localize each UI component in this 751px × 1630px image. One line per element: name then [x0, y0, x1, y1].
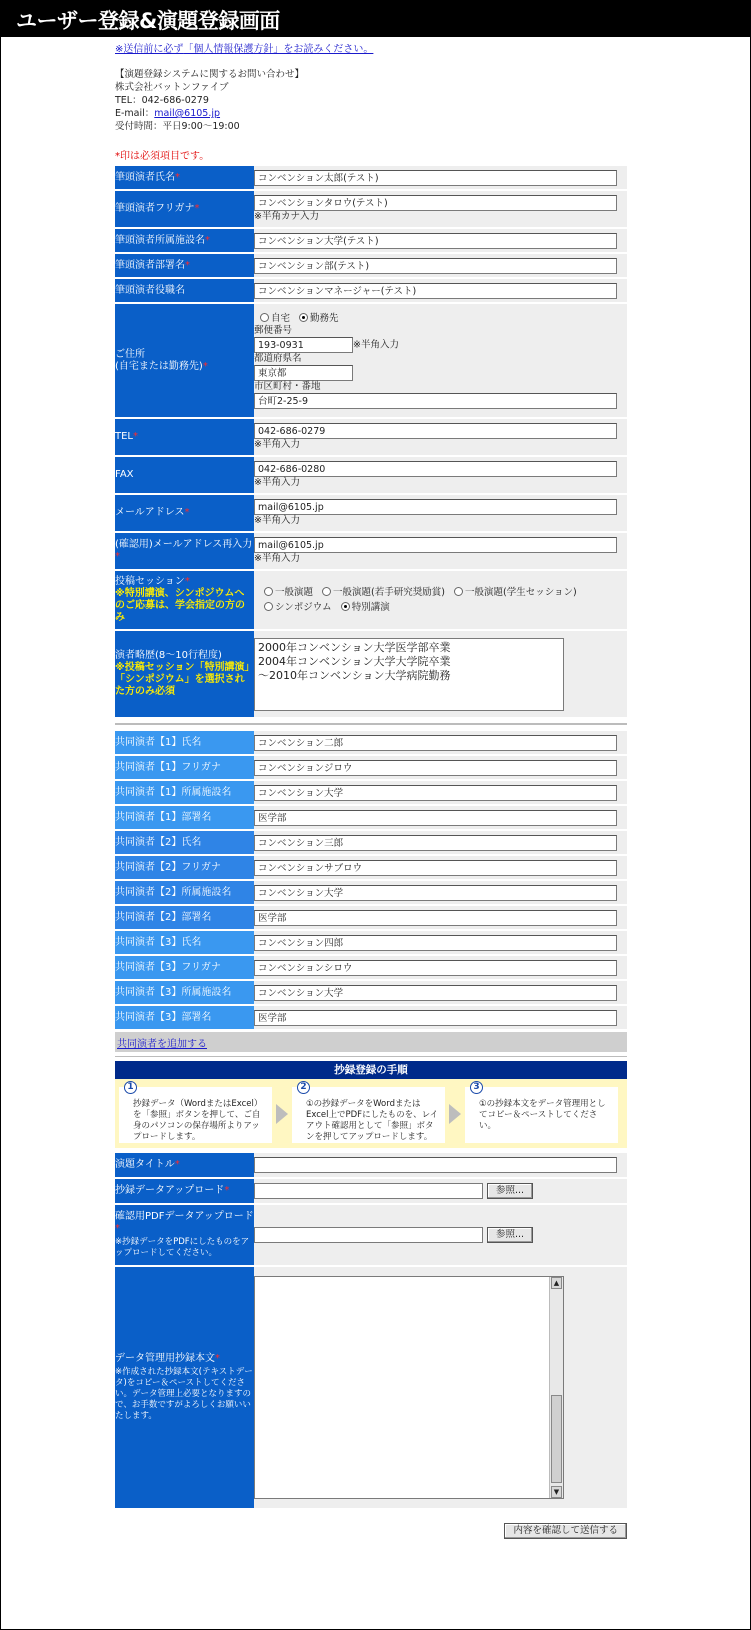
procedure-step-3: 3 ①の抄録本文をデータ管理用としてコピー＆ペーストしてください。	[465, 1087, 618, 1143]
author-form-table	[115, 164, 627, 719]
label-name: 筆頭演者氏名*	[115, 166, 254, 189]
abstract-body-textarea[interactable]	[254, 1276, 564, 1499]
co2-name-label: 共同演者【2】氏名	[115, 831, 254, 854]
row-abstract-upload	[115, 1179, 627, 1203]
label-address: ご住所 (自宅または勤務先)*	[115, 304, 254, 417]
row-bio	[115, 631, 627, 717]
zip-label: 郵便番号	[254, 324, 293, 336]
co1-aff-input[interactable]: コンベンション大学	[254, 785, 617, 801]
label-email-confirm: (確認用)メールアドレス再入力*	[115, 533, 254, 569]
co1-kana-input[interactable]: コンベンションジロウ	[254, 760, 617, 776]
label-abstract-title: 演題タイトル*	[115, 1153, 254, 1177]
co1-name-input[interactable]: コンベンション二郎	[254, 735, 617, 751]
radio-work[interactable]	[299, 313, 308, 322]
privacy-notice	[115, 40, 627, 55]
radio-session-symposium[interactable]	[264, 602, 273, 611]
zip-note: ※半角入力	[353, 339, 399, 350]
label-position: 筆頭演者役職名	[115, 279, 254, 302]
add-coauthor-link[interactable]: 共同演者を追加する	[117, 1039, 207, 1050]
section-divider	[115, 723, 627, 725]
arrow-right-icon	[445, 1084, 465, 1143]
email-confirm-input[interactable]: mail@6105.jp	[254, 537, 617, 553]
row-tel	[115, 419, 627, 455]
name-input[interactable]: コンベンション太郎(テスト)	[254, 170, 617, 186]
label-fax: FAX	[115, 457, 254, 493]
submit-button[interactable]: 内容を確認して送信する	[504, 1523, 627, 1539]
row-position	[115, 279, 627, 302]
co1-dept-row	[115, 806, 627, 829]
row-pdf-upload	[115, 1205, 627, 1265]
co3-aff-input[interactable]: コンベンション大学	[254, 985, 617, 1001]
radio-session-young[interactable]	[322, 587, 331, 596]
co2-aff-input[interactable]: コンベンション大学	[254, 885, 617, 901]
contact-email-row	[115, 107, 627, 120]
co3-aff-label: 共同演者【3】所属施設名	[115, 981, 254, 1004]
city-label: 市区町村・番地	[254, 380, 321, 392]
step-number-2: 2	[297, 1081, 310, 1094]
co2-aff-row	[115, 881, 627, 904]
co2-dept-input[interactable]: 医学部	[254, 910, 617, 926]
cell-kana	[254, 191, 627, 227]
co1-dept-input[interactable]: 医学部	[254, 810, 617, 826]
contact-email-link[interactable]: mail@6105.jp	[154, 108, 221, 119]
email-input[interactable]: mail@6105.jp	[254, 499, 617, 515]
cell-tel	[254, 419, 627, 455]
fax-note: ※半角入力	[254, 477, 300, 488]
scroll-thumb[interactable]	[551, 1395, 562, 1483]
co3-name-row	[115, 931, 627, 954]
kana-input[interactable]: コンベンションタロウ(テスト)	[254, 195, 617, 211]
procedure-title: 抄録登録の手順	[115, 1061, 627, 1079]
co1-kana-label: 共同演者【1】フリガナ	[115, 756, 254, 779]
procedure-divider	[115, 1056, 627, 1057]
cell-affiliation	[254, 229, 627, 252]
label-abstract-body: データ管理用抄録本文* ※作成された抄録本文(テキストデータ)をコピー＆ペーストしてください。データ管理上必要となりますので、お手数ですがよろしくお願いいたします。	[115, 1267, 254, 1508]
contact-info	[115, 68, 627, 133]
contact-hours: 受付時間：平日9:00～19:00	[115, 121, 240, 132]
bio-textarea[interactable]: 2000年コンベンション大学医学部卒業 2004年コンベンション大学大学院卒業 ～2010年コンベンション大学病院勤務	[254, 638, 564, 711]
co3-dept-label: 共同演者【3】部署名	[115, 1006, 254, 1029]
row-fax	[115, 457, 627, 493]
label-session: 投稿セッション* ※特別講演、シンポジウムへのご応募は、学会指定の方のみ	[115, 571, 254, 629]
kana-note: ※半角カナ入力	[254, 211, 319, 222]
add-coauthor-bar	[115, 1032, 627, 1052]
row-address	[115, 304, 627, 417]
coauthor-table	[115, 729, 627, 1031]
row-email-confirm	[115, 533, 627, 569]
city-input[interactable]: 台町2-25-9	[254, 393, 617, 409]
pdf-browse-button[interactable]: 参照...	[487, 1227, 533, 1243]
row-kana	[115, 191, 627, 227]
contact-company: 株式会社バットンファイブ	[115, 82, 229, 93]
radio-home[interactable]	[260, 313, 269, 322]
scroll-up-icon[interactable]: ▲	[551, 1277, 562, 1289]
co2-name-input[interactable]: コンベンション三郎	[254, 835, 617, 851]
label-pdf-upload: 確認用PDFデータアップロード* ※抄録データをPDFにしたものをアップロードしてください。	[115, 1205, 254, 1265]
abstract-body-scrollbar[interactable]	[549, 1277, 563, 1498]
label-tel: TEL*	[115, 419, 254, 455]
co1-kana-row	[115, 756, 627, 779]
abstract-title-input[interactable]	[254, 1157, 617, 1173]
procedure-step-1: 1 抄録データ（WordまたはExcel）を「参照」ボタンを押して、ご自身のパソコンの保存場所よりアップロードします。	[119, 1087, 272, 1143]
cell-address	[254, 304, 627, 417]
scroll-down-icon[interactable]: ▼	[551, 1486, 562, 1498]
co1-aff-label: 共同演者【1】所属施設名	[115, 781, 254, 804]
row-name	[115, 166, 627, 189]
page-title: ユーザー登録&演題登録画面	[0, 0, 751, 37]
co2-kana-label: 共同演者【2】フリガナ	[115, 856, 254, 879]
notice-prefix[interactable]: ※送信前に必ず	[115, 44, 184, 55]
form-container	[115, 37, 627, 1539]
cell-department	[254, 254, 627, 277]
row-session	[115, 571, 627, 629]
step-number-3: 3	[470, 1081, 483, 1094]
label-department: 筆頭演者部署名*	[115, 254, 254, 277]
pdf-file-input[interactable]	[254, 1227, 483, 1243]
co3-kana-label: 共同演者【3】フリガナ	[115, 956, 254, 979]
co2-dept-row	[115, 906, 627, 929]
abstract-table	[115, 1151, 627, 1510]
label-kana: 筆頭演者フリガナ*	[115, 191, 254, 227]
contact-heading: 【演題登録システムに関するお問い合わせ】	[115, 69, 305, 80]
arrow-right-icon	[272, 1084, 292, 1143]
co3-kana-row	[115, 956, 627, 979]
co1-dept-label: 共同演者【1】部署名	[115, 806, 254, 829]
cell-email	[254, 495, 627, 531]
email-confirm-note: ※半角入力	[254, 553, 300, 564]
row-abstract-title	[115, 1153, 627, 1177]
cell-email-confirm	[254, 533, 627, 569]
pref-label: 都道府県名	[254, 352, 302, 364]
abstract-file-input[interactable]	[254, 1183, 483, 1199]
label-email: メールアドレス*	[115, 495, 254, 531]
row-affiliation	[115, 229, 627, 252]
cell-position	[254, 279, 627, 302]
co3-aff-row	[115, 981, 627, 1004]
co2-aff-label: 共同演者【2】所属施設名	[115, 881, 254, 904]
label-bio: 演者略歴(8～10行程度) ※投稿セッション「特別講演」「シンポジウム」を選択された方のみ必須	[115, 631, 254, 717]
privacy-policy-link[interactable]: 「個人情報保護方針」をお読みください。	[183, 44, 374, 55]
radio-session-general[interactable]	[264, 587, 273, 596]
label-abstract-upload: 抄録データアップロード*	[115, 1179, 254, 1203]
label-affiliation: 筆頭演者所属施設名*	[115, 229, 254, 252]
step-number-1: 1	[124, 1081, 137, 1094]
co3-name-input[interactable]: コンベンション四郎	[254, 935, 617, 951]
radio-session-student[interactable]	[454, 587, 463, 596]
radio-session-special[interactable]	[341, 602, 350, 611]
affiliation-input[interactable]: コンベンション大学(テスト)	[254, 233, 617, 249]
co3-dept-input[interactable]: 医学部	[254, 1010, 617, 1026]
abstract-browse-button[interactable]: 参照...	[487, 1183, 533, 1199]
procedure-step-2: 2 ①の抄録データをWordまたはExcel上でPDFにしたものを、レイアウト確認用として「参照」ボタンを押してアップロードします。	[292, 1087, 445, 1143]
contact-tel: TEL：042-686-0279	[115, 95, 209, 106]
co2-kana-input[interactable]: コンベンションサブロウ	[254, 860, 617, 876]
co1-name-row	[115, 731, 627, 754]
cell-session: 一般演題 一般演題(若手研究奨励賞) 一般演題(学生セッション) シンポジウム 特別講演	[254, 571, 627, 629]
co3-dept-row	[115, 1006, 627, 1029]
cell-name	[254, 166, 627, 189]
position-input[interactable]: コンベンションマネージャー(テスト)	[254, 283, 617, 299]
co3-name-label: 共同演者【3】氏名	[115, 931, 254, 954]
co2-kana-row	[115, 856, 627, 879]
submit-row	[115, 1523, 627, 1539]
cell-fax	[254, 457, 627, 493]
co1-aff-row	[115, 781, 627, 804]
co3-kana-input[interactable]: コンベンションシロウ	[254, 960, 617, 976]
co1-name-label: 共同演者【1】氏名	[115, 731, 254, 754]
department-input[interactable]: コンベンション部(テスト)	[254, 258, 617, 274]
co2-dept-label: 共同演者【2】部署名	[115, 906, 254, 929]
zip-input[interactable]: 193-0931	[254, 337, 353, 353]
pref-input[interactable]: 東京都	[254, 365, 353, 381]
row-department	[115, 254, 627, 277]
tel-note: ※半角入力	[254, 439, 300, 450]
co2-name-row	[115, 831, 627, 854]
address-type-radios: 自宅 勤務先	[254, 313, 627, 325]
row-email	[115, 495, 627, 531]
required-note: *印は必須項目です。	[115, 151, 210, 162]
row-abstract-body	[115, 1267, 627, 1508]
contact-email-label: E-mail：	[115, 108, 155, 119]
email-note: ※半角入力	[254, 515, 300, 526]
procedure-steps	[115, 1079, 627, 1148]
tel-input[interactable]: 042-686-0279	[254, 423, 617, 439]
fax-input[interactable]: 042-686-0280	[254, 461, 617, 477]
cell-bio	[254, 631, 627, 717]
